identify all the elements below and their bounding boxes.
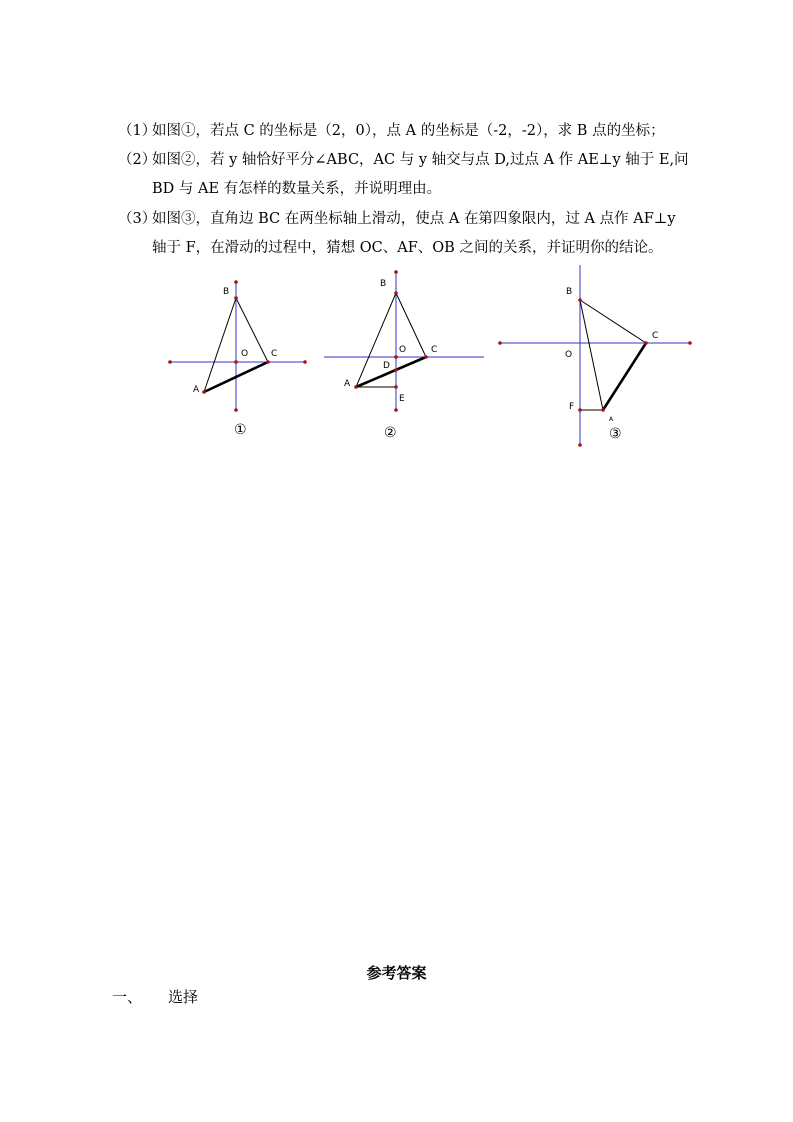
- fig2-point-e: [394, 385, 398, 389]
- fig3-point-c: [644, 341, 648, 345]
- fig2-point: [394, 408, 398, 412]
- question-1-line-1: 如图①，若点 C 的坐标是（2，0），点 A 的坐标是（-2，-2），求 B 点的坐标；: [152, 123, 665, 139]
- fig3-label-c: C: [652, 331, 659, 341]
- question-1-number: （1）: [118, 123, 157, 139]
- fig3-label-b: B: [566, 287, 573, 297]
- fig3-point-a: [601, 408, 605, 412]
- fig1-point: [234, 408, 238, 412]
- fig1-point-b: [234, 296, 238, 300]
- fig2-label-e: E: [399, 394, 405, 404]
- fig3-segment-ac: [603, 343, 646, 410]
- fig3-segment-ab: [580, 300, 603, 410]
- fig3-caption: ③: [609, 426, 622, 442]
- fig3-label-o: O: [565, 350, 573, 360]
- question-2-number: （2）: [118, 152, 157, 168]
- fig3-segment-bc: [580, 300, 646, 343]
- fig1-point-o: [234, 360, 238, 364]
- question-3-number: （3）: [118, 211, 157, 227]
- fig1-label-o: O: [241, 349, 249, 359]
- fig2-label-d: D: [383, 361, 390, 371]
- fig2-label-c: C: [431, 345, 438, 355]
- figure-3: [498, 265, 692, 447]
- fig2-label-a: A: [344, 379, 351, 389]
- fig1-caption: ①: [234, 422, 247, 438]
- fig1-point-c: [266, 360, 270, 364]
- fig2-point-c: [424, 355, 428, 359]
- fig2-point-a: [354, 385, 358, 389]
- fig3-label-a: A: [609, 416, 614, 423]
- fig1-label-b: B: [223, 287, 230, 297]
- fig1-label-a: A: [193, 385, 200, 395]
- fig2-point-d: [394, 368, 398, 372]
- answer-title: 参考答案: [366, 964, 427, 982]
- question-2: [118, 146, 708, 204]
- fig3-point: [498, 341, 502, 345]
- fig2-point-b: [394, 291, 398, 295]
- fig1-point: [234, 280, 238, 284]
- section-heading: [112, 986, 198, 1007]
- section-number: 一、: [112, 988, 143, 1006]
- figure-2: [324, 270, 484, 441]
- question-1: [118, 117, 708, 146]
- question-3: [118, 205, 708, 263]
- fig2-label-b: B: [380, 279, 387, 289]
- question-2-line-1: 如图②，若 y 轴恰好平分∠ABC，AC 与 y 轴交与点 D,过点 A 作 AE⊥y 轴于 E,问: [152, 152, 689, 168]
- fig2-point-o: [394, 355, 398, 359]
- question-3-line-2: 轴于 F，在滑动的过程中，猜想 OC、AF、OB 之间的关系，并证明你的结论。: [152, 240, 663, 256]
- fig3-label-f: F: [569, 402, 575, 412]
- question-2-line-2: BD 与 AE 有怎样的数量关系，并说明理由。: [152, 181, 442, 197]
- fig1-point-a: [202, 390, 206, 394]
- fig3-point: [688, 341, 692, 345]
- fig3-point: [578, 443, 582, 447]
- fig1-point: [168, 360, 172, 364]
- figure-1: [168, 280, 307, 438]
- fig2-point: [394, 270, 398, 274]
- section-label: 选择: [168, 988, 199, 1006]
- question-3-line-1: 如图③，直角边 BC 在两坐标轴上滑动，使点 A 在第四象限内，过 A 点作 AF⊥y: [152, 211, 676, 227]
- fig2-label-o: O: [399, 345, 407, 355]
- fig3-point-f: [578, 408, 582, 412]
- fig2-caption: ②: [384, 425, 397, 441]
- fig1-point: [303, 360, 307, 364]
- geometry-figures: [160, 265, 700, 450]
- fig1-label-c: C: [271, 349, 278, 359]
- fig3-point-b: [578, 298, 582, 302]
